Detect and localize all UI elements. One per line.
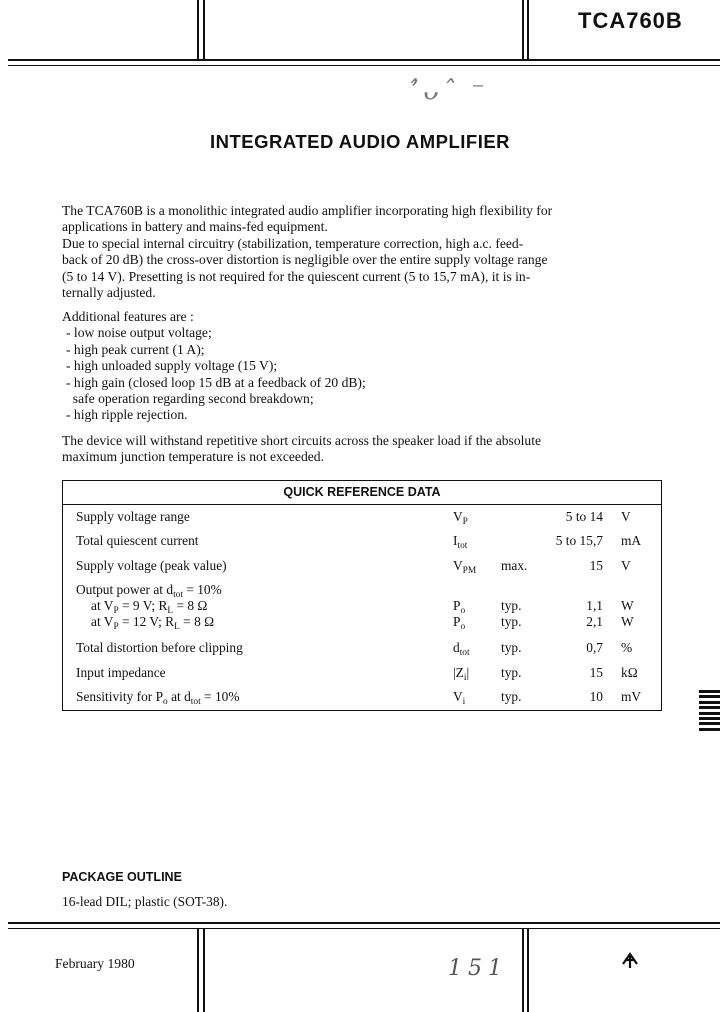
row-param: at $V_P = 9$ V; $R_L = 8$ Ω — [91, 598, 208, 616]
row-condition: typ. — [501, 598, 522, 613]
package-heading: PACKAGE OUTLINE — [62, 870, 182, 884]
row-unit: W — [621, 598, 634, 613]
page-number: 151 — [448, 956, 508, 981]
row-param: Supply voltage range — [76, 509, 190, 524]
row-symbol: $I_{tot}$ — [453, 533, 468, 551]
row-unit: W — [621, 614, 634, 629]
features-section — [62, 309, 672, 424]
intro-line: The TCA760B is a monolithic integrated audio amplifier incorporating high flexibility for — [62, 203, 553, 218]
features-heading: Additional features are : — [62, 309, 194, 324]
row-unit: mA — [621, 533, 642, 548]
row-unit: V — [621, 509, 631, 524]
feature-item: - high unloaded supply voltage (15 V); — [66, 358, 278, 374]
feature-item: - high ripple rejection. — [66, 407, 188, 423]
row-param: Sensitivity for $P_o$ at $d_{tot} = 10\%$ — [76, 689, 240, 707]
row-value: 2,1 — [586, 614, 603, 629]
row-unit: kΩ — [621, 665, 638, 680]
row-unit: V — [621, 558, 631, 573]
row-value: 5 to 14 — [565, 509, 603, 524]
footer-rule-bottom — [8, 928, 720, 929]
header-rule-bottom — [8, 65, 720, 66]
header-divider-1 — [197, 0, 199, 60]
footer-divider-3 — [522, 929, 524, 1012]
row-value: 15 — [589, 558, 603, 573]
row-value: 0,7 — [586, 640, 603, 655]
feature-item: - high gain (closed loop 15 dB at a feedback of 20 dB); — [66, 374, 366, 390]
row-param: Output power at $d_{tot} = 10\%$ — [76, 582, 222, 600]
row-symbol: $V_i$ — [453, 689, 466, 707]
feature-item: safe operation regarding second breakdown; — [66, 391, 314, 407]
row-condition: typ. — [501, 614, 522, 629]
header-rule-top — [8, 59, 720, 61]
package-text: 16-lead DIL; plastic (SOT-38). — [62, 894, 228, 909]
row-condition: typ. — [501, 640, 522, 655]
row-param: Total distortion before clipping — [76, 640, 243, 655]
row-value: 5 to 15,7 — [555, 533, 603, 548]
row-symbol: $|Z_i|$ — [453, 665, 470, 683]
quick-reference-table — [62, 480, 662, 711]
row-condition: typ. — [501, 665, 522, 680]
closing-paragraph — [62, 433, 672, 466]
handwritten-mark: ʼ́ᴗˆ ⁻ — [410, 76, 489, 106]
edge-index-mark — [699, 690, 720, 733]
features-list — [62, 325, 672, 423]
row-value: 1,1 — [586, 598, 603, 613]
footer-date: February 1980 — [55, 956, 135, 971]
intro-line: applications in battery and mains-fed equipment. — [62, 219, 328, 235]
footer-divider-2 — [203, 929, 205, 1012]
row-param: Input impedance — [76, 665, 166, 680]
row-symbol: $V_P$ — [453, 509, 468, 527]
manufacturer-logo-icon — [620, 950, 640, 970]
footer-rule-top — [8, 922, 720, 924]
row-unit: mV — [621, 689, 642, 704]
feature-item: - high peak current (1 A); — [66, 341, 205, 357]
header-divider-2 — [203, 0, 205, 60]
row-value: 10 — [589, 689, 603, 704]
closing-line: maximum junction temperature is not exceeded. — [62, 449, 324, 465]
row-symbol: $d_{tot}$ — [453, 640, 470, 658]
intro-line: ternally adjusted. — [62, 285, 156, 301]
part-number: TCA760B — [578, 8, 683, 33]
intro-line: (5 to 14 V). Presetting is not required for the quiescent current (5 to 15,7 mA), it is in- — [62, 268, 531, 284]
row-symbol: $P_o$ — [453, 598, 466, 616]
intro-line: back of 20 dB) the cross-over distortion is negligible over the entire supply voltage range — [62, 252, 548, 268]
intro-line: Due to special internal circuitry (stabilization, temperature correction, high a.c. feed- — [62, 235, 524, 251]
quick-reference-title: QUICK REFERENCE DATA — [63, 481, 661, 505]
header-divider-3 — [522, 0, 524, 60]
row-condition: max. — [501, 558, 528, 573]
feature-item: - low noise output voltage; — [66, 325, 212, 341]
row-symbol: $V_{PM}$ — [453, 558, 477, 576]
header-divider-4 — [527, 0, 529, 60]
row-value: 15 — [589, 665, 603, 680]
row-condition: typ. — [501, 689, 522, 704]
row-param: at $V_P = 12$ V; $R_L = 8$ Ω — [91, 614, 215, 632]
row-unit: % — [621, 640, 633, 655]
footer-divider-1 — [197, 929, 199, 1012]
row-param: Supply voltage (peak value) — [76, 558, 227, 573]
closing-line: The device will withstand repetitive short circuits across the speaker load if the absolute — [62, 433, 542, 448]
document-title: INTEGRATED AUDIO AMPLIFIER — [209, 131, 511, 152]
row-symbol: $P_o$ — [453, 614, 466, 632]
footer-divider-4 — [527, 929, 529, 1012]
row-param: Total quiescent current — [76, 533, 199, 548]
intro-paragraph — [62, 203, 672, 301]
